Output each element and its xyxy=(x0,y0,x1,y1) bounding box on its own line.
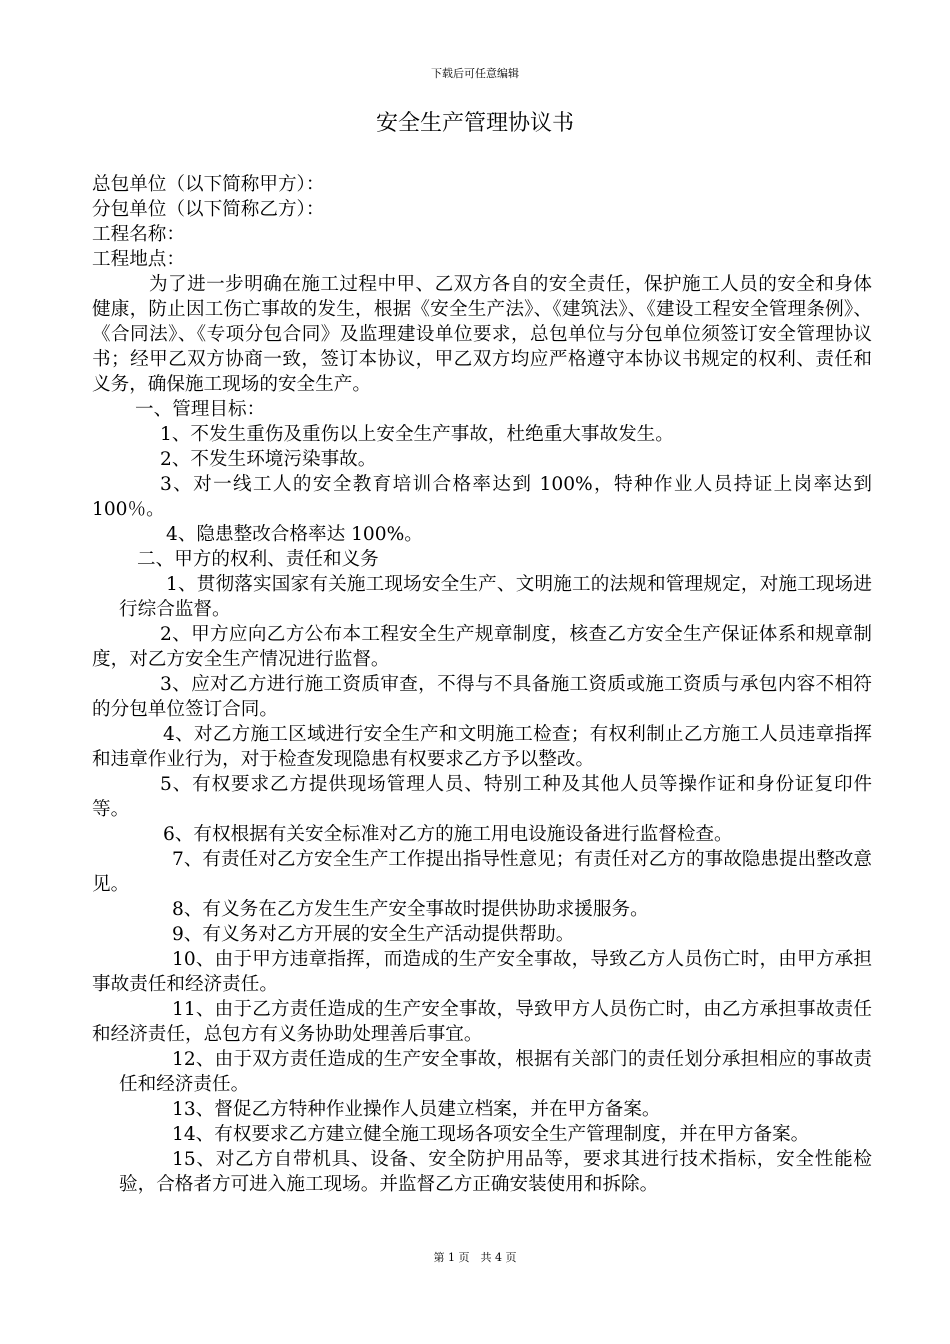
section-2-item: 13、督促乙方特种作业操作人员建立档案，并在甲方备案。 xyxy=(172,1099,661,1120)
section-1-heading: 一、管理目标： xyxy=(135,399,266,420)
section-1-item: 1、不发生重伤及重伤以上安全生产事故，杜绝重大事故发生。 xyxy=(160,424,674,445)
document-title: 安全生产管理协议书 xyxy=(375,111,574,136)
section-2-item: 14、有权要求乙方建立健全施工现场各项安全生产管理制度，并在甲方备案。 xyxy=(172,1124,810,1145)
section-2-item: 6、有权根据有关安全标准对乙方的施工用电设施设备进行监督检查。 xyxy=(163,824,733,845)
header-note: 下载后可任意编辑 xyxy=(431,67,519,80)
section-2-item: 8、有义务在乙方发生生产安全事故时提供协助求援服务。 xyxy=(172,899,649,920)
section-2-item: 15、对乙方自带机具、设备、安全防护用品等，要求其进行技术指标，安全性能检验，合格者方可进入施工现场。并监督乙方正确安装使用和拆除。 xyxy=(119,1149,872,1195)
section-2-item: 2、甲方应向乙方公布本工程安全生产规章制度，核查乙方安全生产保证体系和规章制度，对乙方安全生产情况进行监督。 xyxy=(92,624,872,670)
section-2-item: 10、由于甲方违章指挥，而造成的生产安全事故，导致乙方人员伤亡时，由甲方承担事故责任和经济责任。 xyxy=(92,949,872,995)
section-2-item: 11、由于乙方责任造成的生产安全事故，导致甲方人员伤亡时，由乙方承担事故责任和经济责任，总包方有义务协助处理善后事宜。 xyxy=(92,999,872,1045)
page-number-footer: 第 1 页 共 4 页 xyxy=(433,1251,517,1264)
section-1-item: 4、隐患整改合格率达 100%。 xyxy=(166,524,423,545)
intro-paragraph: 为了进一步明确在施工过程中甲、乙双方各自的安全责任，保护施工人员的安全和身体健康，防止因工伤亡事故的发生，根据《安全生产法》、《建筑法》、《建设工程安全管理条例》、《合同法》、《专项分包合同》及监理建设单位要求，总包单位与分包单位须签订安全管理协议书；经甲乙双方协商一致，签订本协议，甲乙双方均应严格遵守本协议书规定的权利、责任和义务，确保施工现场的安全生产。 xyxy=(92,274,872,395)
section-2-item: 3、应对乙方进行施工资质审查，不得与不具备施工资质或施工资质与承包内容不相符的分包单位签订合同。 xyxy=(92,674,872,720)
section-2-item: 7、有责任对乙方安全生产工作提出指导性意见；有责任对乙方的事故隐患提出整改意见。 xyxy=(92,849,872,895)
field-project-name: 工程名称： xyxy=(92,224,185,245)
section-1-item: 2、不发生环境污染事故。 xyxy=(160,449,377,470)
section-2-item: 4、对乙方施工区域进行安全生产和文明施工检查；有权利制止乙方施工人员违章指挥和违章作业行为，对于检查发现隐患有权要求乙方予以整改。 xyxy=(92,724,872,770)
field-project-location: 工程地点： xyxy=(92,249,185,270)
field-subcontractor: 分包单位（以下简称乙方）： xyxy=(92,199,325,220)
section-2-item: 12、由于双方责任造成的生产安全事故，根据有关部门的责任划分承担相应的事故责任和经济责任。 xyxy=(119,1049,872,1095)
section-2-item: 5、有权要求乙方提供现场管理人员、特别工种及其他人员等操作证和身份证复印件等。 xyxy=(92,774,872,820)
section-1-item: 3、对一线工人的安全教育培训合格率达到 100%，特种作业人员持证上岗率达到 100％。 xyxy=(92,474,872,520)
section-2-heading: 二、甲方的权利、责任和义务 xyxy=(137,549,379,570)
field-general-contractor: 总包单位（以下简称甲方）： xyxy=(92,174,325,195)
document-body xyxy=(92,172,872,1197)
section-2-item: 1、贯彻落实国家有关施工现场安全生产、文明施工的法规和管理规定，对施工现场进行综合监督。 xyxy=(119,574,872,620)
section-2-item: 9、有义务对乙方开展的安全生产活动提供帮助。 xyxy=(172,924,575,945)
